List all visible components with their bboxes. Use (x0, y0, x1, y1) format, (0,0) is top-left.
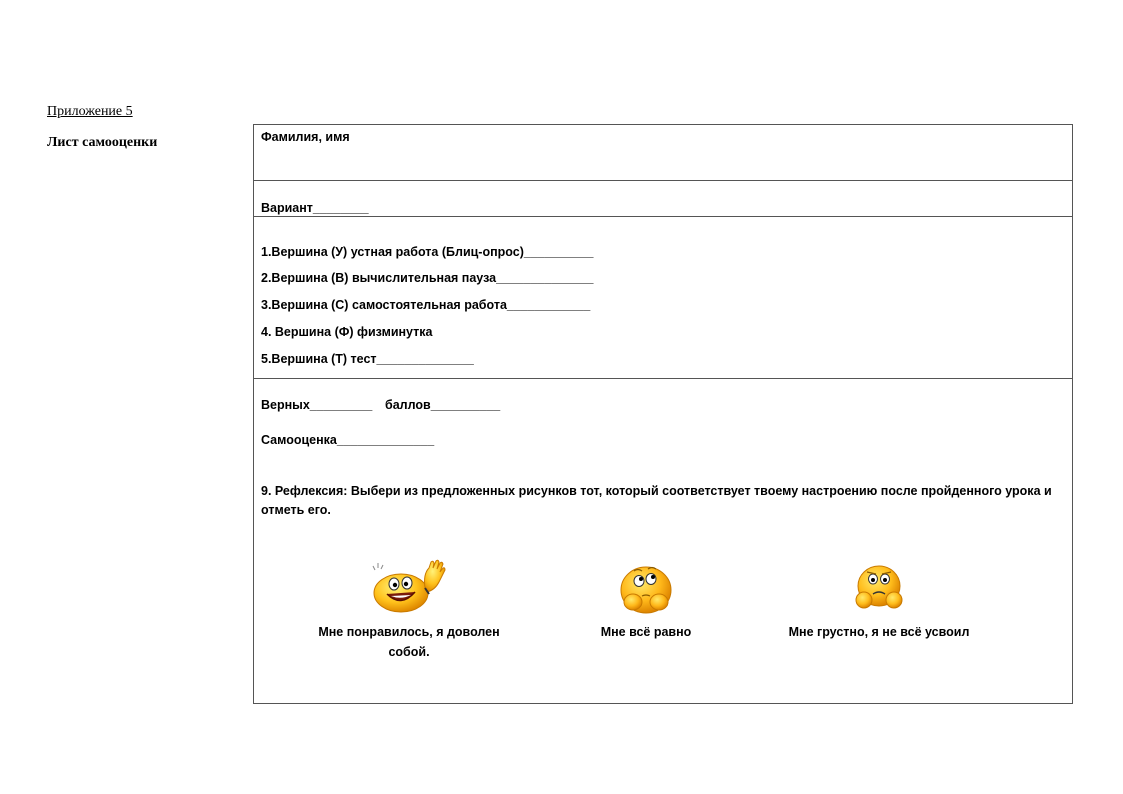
task-item: 1.Вершина (У) устная работа (Блиц-опрос)__________ (261, 245, 594, 259)
tasks-cell (254, 216, 1072, 379)
correct-answers-label: Верных_________ (261, 398, 373, 412)
sheet-title: Лист самооценки (47, 135, 158, 150)
thinking-smiley-icon (616, 564, 676, 616)
task-item: 2.Вершина (В) вычислительная пауза______________ (261, 271, 594, 285)
mood-label: Мне грустно, я не всё усвоил (788, 625, 970, 639)
self-assessment-label: Самооценка______________ (261, 433, 435, 447)
mood-option-happy[interactable] (314, 558, 504, 662)
name-label: Фамилия, имя (261, 130, 350, 144)
task-item: 4. Вершина (Ф) физминутка (261, 325, 433, 339)
task-item: 5.Вершина (Т) тест______________ (261, 352, 474, 366)
variant-label: Вариант________ (261, 201, 369, 215)
reflection-question: 9. Рефлексия: Выбери из предложенных рисунков тот, который соответствует твоему настроению после пройденного урока и отметь его. (261, 484, 1052, 517)
sad-smiley-icon (852, 564, 906, 612)
waving-smiley-icon (369, 558, 449, 614)
variant-cell (254, 180, 1072, 217)
mood-label: Мне всё равно (600, 625, 692, 639)
self-assessment-form (253, 124, 1073, 704)
name-cell (254, 125, 1072, 181)
result-cell (254, 378, 1072, 703)
appendix-label: Приложение 5 (47, 104, 133, 119)
task-item: 3.Вершина (С) самостоятельная работа____________ (261, 298, 591, 312)
mood-option-indifferent[interactable] (551, 564, 741, 642)
mood-label: Мне понравилось, я доволен собой. (318, 625, 500, 659)
mood-option-sad[interactable] (784, 564, 974, 642)
points-label: баллов__________ (385, 398, 501, 412)
